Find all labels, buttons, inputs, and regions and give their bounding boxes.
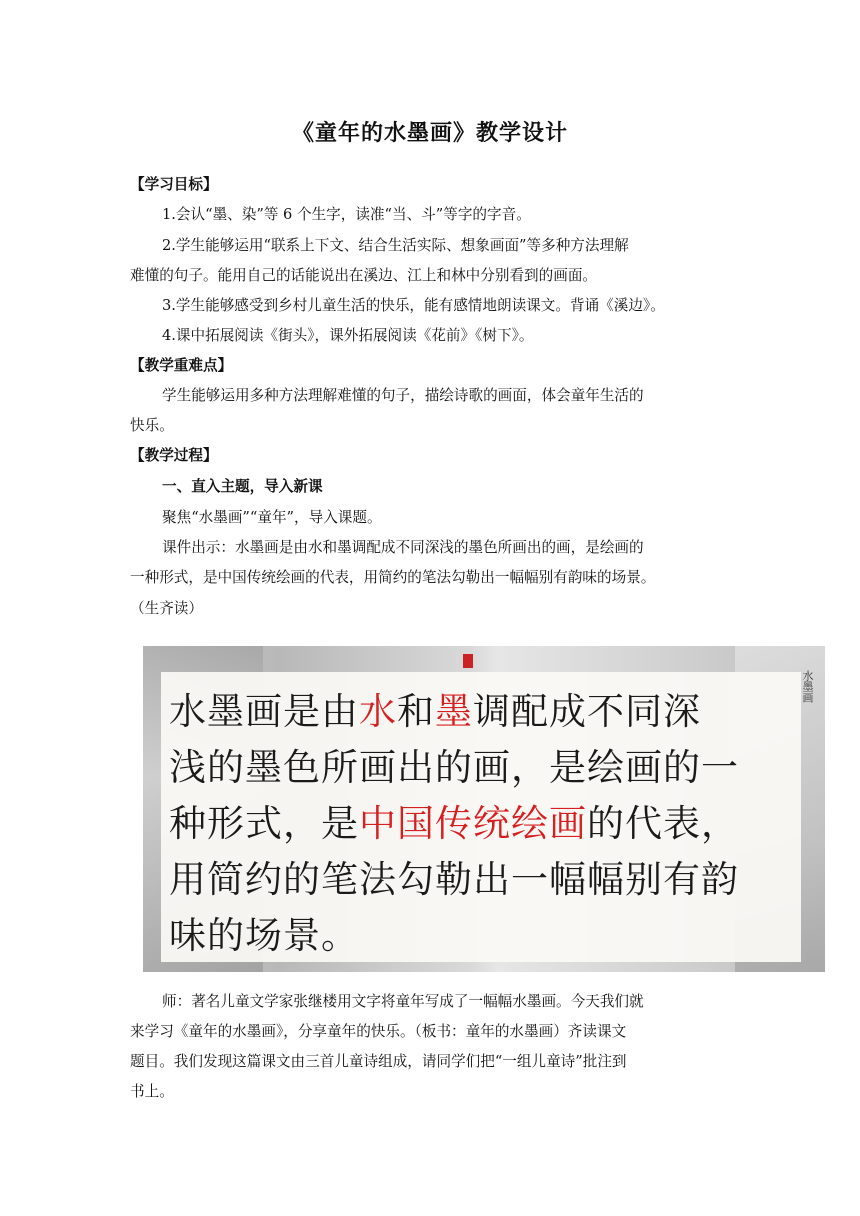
- teacher-text: 书上。: [130, 1083, 174, 1100]
- key-points-text: 学生能够运用多种方法理解难懂的句子，描绘诗歌的画面，体会童年生活的: [162, 387, 644, 404]
- goal-item: 3.学生能够感受到乡村儿童生活的快乐，能有感情地朗读课文。背诵《溪边》。: [162, 297, 665, 314]
- slide-line-5: 味的场景。: [169, 914, 359, 957]
- key-points-heading: 【教学重难点】: [130, 357, 233, 374]
- slide-line-2: 浅的墨色所画出的画，是绘画的一: [169, 746, 739, 789]
- teacher-text: 来学习《童年的水墨画》，分享童年的快乐。（板书：童年的水墨画）齐读课文: [130, 1023, 627, 1040]
- goals-heading: 【学习目标】: [130, 176, 218, 193]
- goal-item: 1.会认“墨、染”等 6 个生字，读准“当、斗”等字的字音。: [162, 206, 531, 223]
- key-points-text: 快乐。: [130, 417, 174, 434]
- step-text: 一种形式，是中国传统绘画的代表，用简约的笔法勾勒出一幅幅别有韵味的场景。: [130, 569, 656, 586]
- step-text: 课件出示：水墨画是由水和墨调配成不同深浅的墨色所画出的画，是绘画的: [162, 539, 644, 556]
- slide-vertical-caption: 水墨画: [801, 670, 814, 703]
- red-seal: [463, 654, 473, 668]
- step-text: （生齐读）: [130, 600, 203, 617]
- teacher-text: 题目。我们发现这篇课文由三首儿童诗组成，请同学们把“一组儿童诗”批注到: [130, 1053, 627, 1070]
- slide-text: [169, 684, 789, 964]
- goal-item: 4.课中拓展阅读《街头》，课外拓展阅读《花前》《树下》。: [162, 327, 534, 344]
- teacher-text: 师：著名儿童文学家张继楼用文字将童年写成了一幅幅水墨画。今天我们就: [162, 993, 644, 1010]
- page-title: 《童年的水墨画》教学设计: [291, 121, 568, 146]
- slide-line-3: 种形式，是中国传统绘画的代表，: [169, 802, 739, 845]
- slide-line-4: 用简约的笔法勾勒出一幅幅别有韵: [169, 858, 739, 901]
- step-text: 聚焦“水墨画”“童年”，导入课题。: [162, 509, 382, 526]
- slide-line-1: 水墨画是由水和墨调配成不同深: [169, 690, 701, 733]
- goal-item: 2.学生能够运用“联系上下文、结合生活实际、想象画面”等多种方法理解: [162, 237, 629, 254]
- courseware-slide-image: [143, 646, 825, 972]
- goal-item-continued: 难懂的句子。能用自己的话能说出在溪边、江上和林中分别看到的画面。: [130, 267, 598, 284]
- step-title: 一、直入主题，导入新课: [162, 478, 323, 495]
- process-heading: 【教学过程】: [130, 447, 218, 464]
